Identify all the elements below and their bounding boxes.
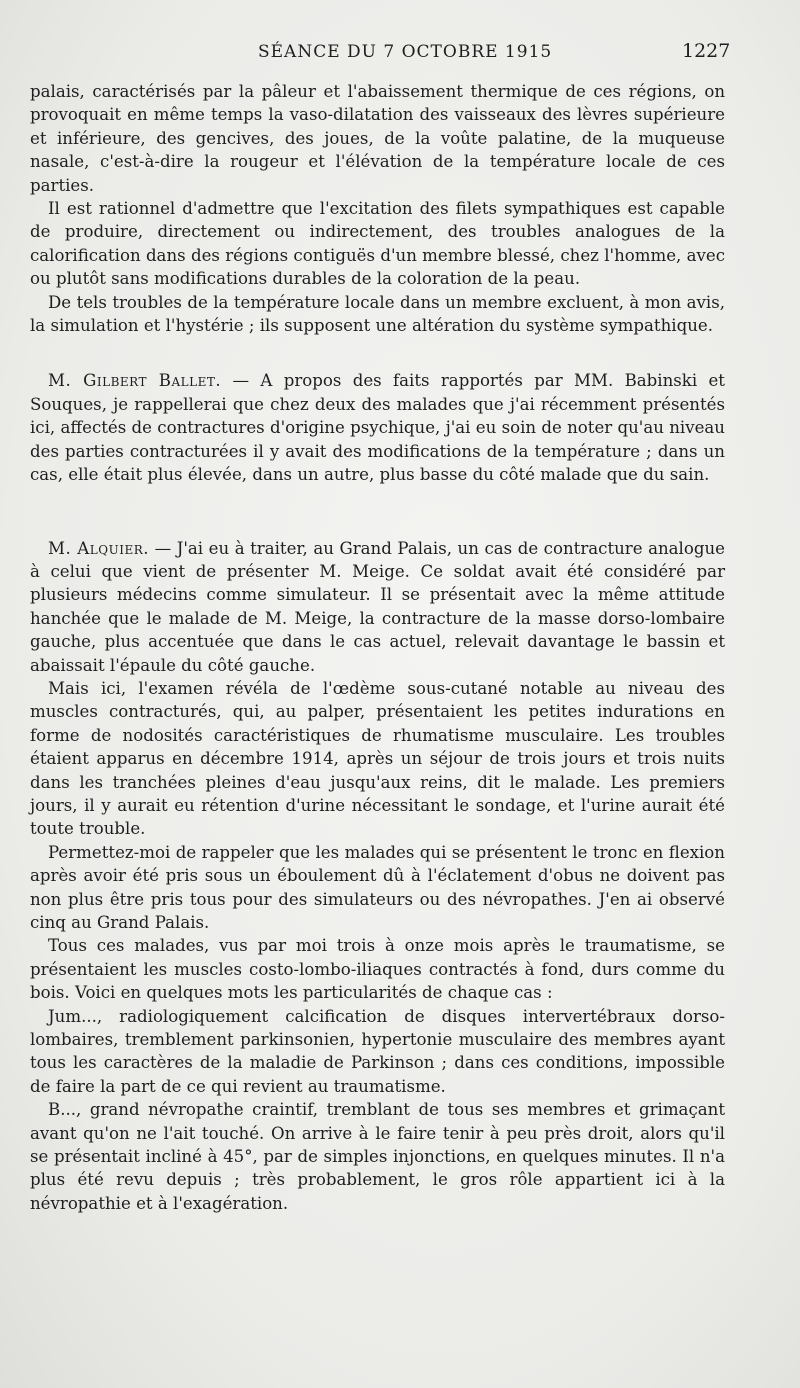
paragraph (30, 934, 725, 1004)
paragraph-text: — J'ai eu à traiter, au Grand Palais, un cas de contracture analogue à celui que vient de présenter M. Meige. Ce soldat avait été considéré par plusieurs médecins comme simulateur. Il se présentait avec la même attitude hanchée que le malade de M. Meige, la contracture de la masse dorso-lombaire gauche, plus accentuée que dans le cas actuel, relevait davantage le bassin et abaissait l'épaule du côté gauche. (30, 538, 725, 675)
paragraph-text: Permettez-moi de rappeler que les malades qui se présentent le tronc en flexion après avoir été pris sous un éboulement dû à l'éclatement d'obus ne doivent pas non plus être pris tous pour des simulateurs ou des névropathes. J'en ai observé cinq au Grand Palais. (30, 842, 725, 932)
paragraph (30, 677, 725, 841)
body-text (30, 80, 725, 1215)
speaker-name: M. Alquier. (48, 538, 150, 558)
paragraph (30, 80, 725, 197)
running-title: SÉANCE DU 7 OCTOBRE 1915 (258, 42, 553, 62)
paragraph-ballet (30, 369, 725, 486)
speaker-name: M. Gilbert Ballet. (48, 371, 222, 391)
paragraph (30, 1098, 725, 1215)
page-number: 1227 (682, 40, 731, 62)
running-header (0, 42, 800, 72)
paragraph-text: Mais ici, l'examen révéla de l'œdème sous-cutané notable au niveau des muscles contracturés, qui, au palper, présentaient les petites indurations en forme de nodosités caractéristiques de rhumatisme musculaire. Les troubles étaient apparus en décembre 1914, après un séjour de trois jours et trois nuits dans les tranchées pleines d'eau jusqu'aux reins, dit le malade. Les premiers jours, il y aurait eu rétention d'urine nécessitant le sondage, et l'urine aurait été toute trouble. (30, 678, 725, 839)
paragraph (30, 197, 725, 291)
paragraph-text: — A propos des faits rapportés par MM. Babinski et Souques, je rappellerai que chez deux des malades que j'ai récemment présentés ici, affectés de contractures d'origine psychique, j'ai eu soin de noter qu'au niveau des parties contracturées il y avait des modifications de la température ; dans un cas, elle était plus élevée, dans un autre, plus basse du côté malade que du sain. (30, 371, 725, 485)
paragraph-alquier (30, 537, 725, 677)
paragraph (30, 291, 725, 338)
paragraph-text: De tels troubles de la température locale dans un membre excluent, à mon avis, la simulation et l'hystérie ; ils supposent une altération du système sympathique. (30, 292, 725, 336)
paragraph-text: palais, caractérisés par la pâleur et l'abaissement thermique de ces régions, on provoquait en même temps la vaso-dilatation des vaisseaux des lèvres supérieure et inférieure, des gencives, des joues, de la voûte palatine, de la muqueuse nasale, c'est-à-dire la rougeur et l'élévation de la température locale de ces parties. (30, 82, 725, 195)
paragraph-text: B..., grand névropathe craintif, tremblant de tous ses membres et grimaçant avant qu'on ne l'ait touché. On arrive à le faire tenir à peu près droit, alors qu'il se présentait incliné à 45°, par de simples injonctions, en quelques minutes. Il n'a plus été revu depuis ; très probablement, le gros rôle appartient ici à la névropathie et à l'exagération. (30, 1100, 725, 1213)
paragraph (30, 841, 725, 935)
paragraph-text: Jum..., radiologiquement calcification de disques intervertébraux dorso-lombaires, tremblement parkinsonien, hypertonie musculaire des membres ayant tous les caractères de la maladie de Parkinson ; dans ces conditions, impossible de faire la part de ce qui revient au traumatisme. (30, 1006, 725, 1096)
paragraph (30, 1005, 725, 1099)
paragraph-text: Il est rationnel d'admettre que l'excitation des filets sympathiques est capable de produire, directement ou indirectement, des troubles analogues de la calorification dans des régions contiguës d'un membre blessé, chez l'homme, avec ou plutôt sans modifications durables de la coloration de la peau. (30, 199, 725, 289)
paragraph-text: Tous ces malades, vus par moi trois à onze mois après le traumatisme, se présentaient les muscles costo-lombo-iliaques contractés à fond, durs comme du bois. Voici en quelques mots les particularités de chaque cas : (30, 936, 725, 1003)
